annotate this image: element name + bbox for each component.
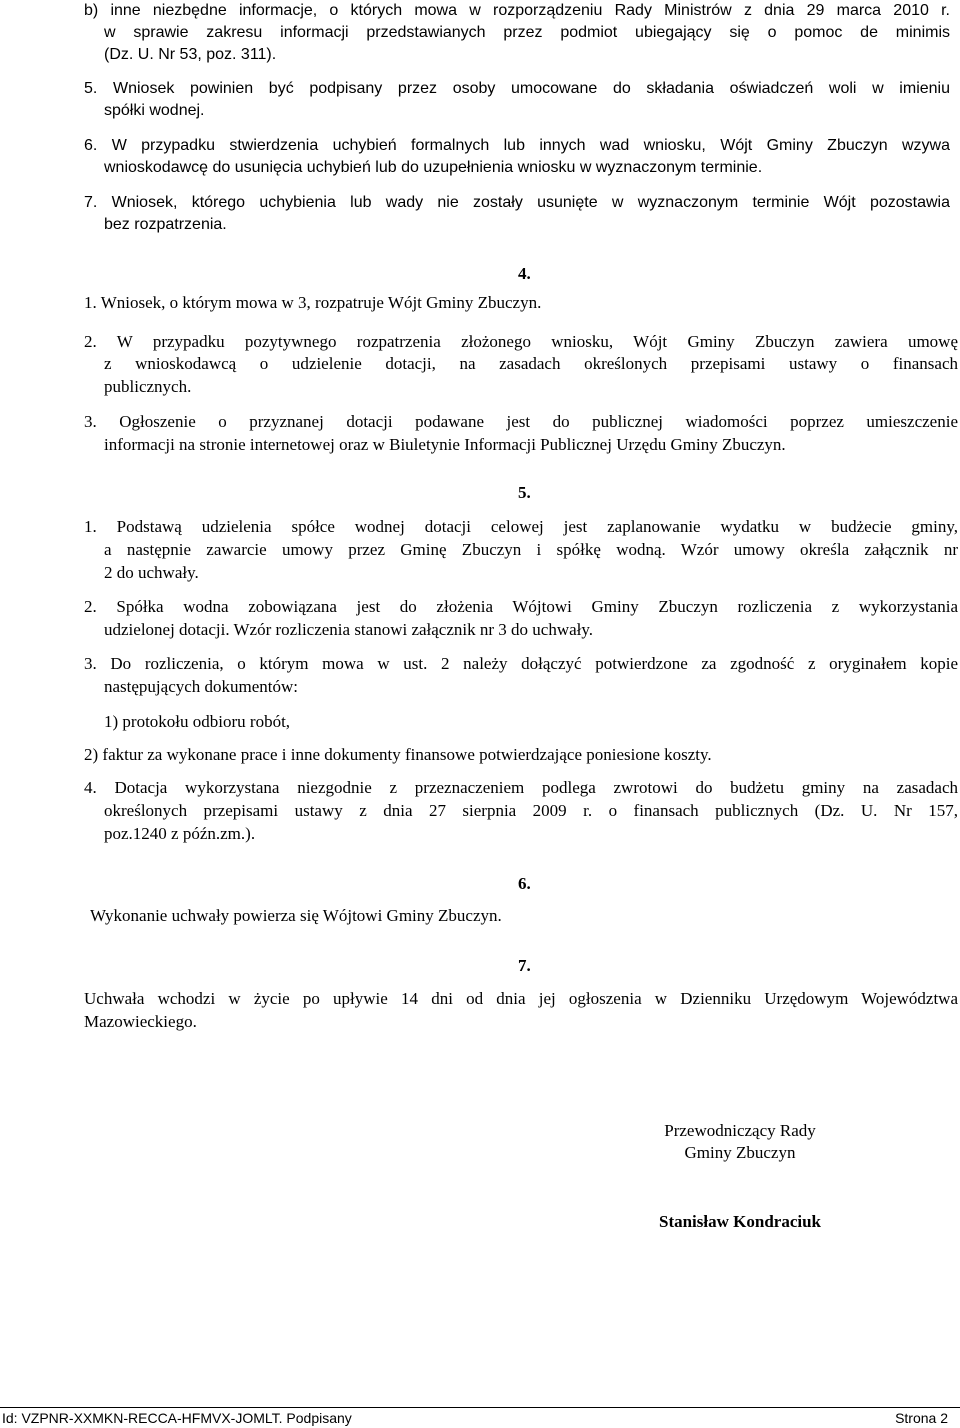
section-5-list-item-2: 2) faktur za wykonane prace i inne dokumenty finansowe potwierdzające poniesione koszty. — [84, 745, 712, 764]
section-5-paragraph-1-line1: 1. Podstawą udzielenia spółce wodnej dotacji celowej jest zaplanowanie wydatku w budżecie gminy, — [84, 517, 958, 536]
paragraph-7-line2: bez rozpatrzenia. — [104, 216, 227, 233]
section-5-paragraph-4-line1: 4. Dotacja wykorzystana niezgodnie z przeznaczeniem podlega zwrotowi do budżetu gminy na zasadach — [84, 778, 958, 797]
footer-document-id: Id: VZPNR-XXMKN-RECCA-HFMVX-JOMLT. Podpisany — [2, 1410, 352, 1426]
section-5-paragraph-4-line2: określonych przepisami ustawy z dnia 27 sierpnia 2009 r. o finansach publicznych (Dz. U. Nr 157, — [104, 801, 958, 820]
section-5-list-item-1: 1) protokołu odbioru robót, — [104, 712, 291, 731]
section-4-paragraph-1: 1. Wniosek, o którym mowa w 3, rozpatruje Wójt Gminy Zbuczyn. — [84, 293, 542, 312]
footer-page-number: Strona 2 — [895, 1410, 948, 1426]
section-5-paragraph-3-line1: 3. Do rozliczenia, o którym mowa w ust. 2 należy dołączyć potwierdzone za zgodność z oryginałem kopie — [84, 654, 958, 673]
section-5-paragraph-1-line2: a następnie zawarcie umowy przez Gminę Zbuczyn i spółkę wodną. Wzór umowy określa załącznik nr — [104, 540, 958, 559]
section-5-paragraph-2-line2: udzielonej dotacji. Wzór rozliczenia stanowi załącznik nr 3 do uchwały. — [104, 620, 594, 639]
section-7-text-line1: Uchwała wchodzi w życie po upływie 14 dni od dnia jej ogłoszenia w Dzienniku Urzędowym Województwa — [84, 989, 958, 1008]
paragraph-6-line1: 6. W przypadku stwierdzenia uchybień formalnych lub innych wad wniosku, Wójt Gminy Zbuczyn wzywa — [84, 137, 950, 154]
section-4-paragraph-2-line3: publicznych. — [104, 377, 192, 396]
paragraph-5-line1: 5. Wniosek powinien być podpisany przez osoby umocowane do składania oświadczeń woli w imieniu — [84, 80, 950, 97]
section-6-heading: 6. — [518, 874, 531, 893]
section-4-paragraph-2-line2: z wnioskodawcą o udzielenie dotacji, na zasadach określonych przepisami ustawy o finansach — [104, 354, 958, 373]
item-b-line3: (Dz. U. Nr 53, poz. 311). — [104, 46, 277, 63]
footer-divider — [0, 1407, 960, 1408]
section-5-paragraph-3-line2: następujących dokumentów: — [104, 677, 299, 696]
section-4-paragraph-3-line2: informacji na stronie internetowej oraz w Biuletynie Informacji Publicznej Urzędu Gminy Zbuczyn. — [104, 435, 786, 454]
section-5-heading: 5. — [518, 483, 531, 502]
section-5-paragraph-2-line1: 2. Spółka wodna zobowiązana jest do złożenia Wójtowi Gminy Zbuczyn rozliczenia z wykorzystania — [84, 597, 958, 616]
signature-name: Stanisław Kondraciuk — [658, 1212, 821, 1231]
paragraph-6-line2: wnioskodawcę do usunięcia uchybień lub do uzupełnienia wniosku w wyznaczonym terminie. — [104, 159, 763, 176]
signature-title-line1: Przewodniczący Rady — [664, 1121, 816, 1140]
paragraph-7-line1: 7. Wniosek, którego uchybienia lub wady nie zostały usunięte w wyznaczonym terminie Wójt pozostawia — [84, 194, 950, 211]
section-5-paragraph-4-line3: poz.1240 z późn.zm.). — [104, 824, 256, 843]
item-b-line2: w sprawie zakresu informacji przedstawianych przez podmiot ubiegający się o pomoc de minimis — [104, 24, 950, 41]
section-5-paragraph-1-line3: 2 do uchwały. — [104, 563, 199, 582]
item-b-line1: b) inne niezbędne informacje, o których mowa w rozporządzeniu Rady Ministrów z dnia 29 marca 2010 r. — [84, 2, 950, 19]
section-4-paragraph-2-line1: 2. W przypadku pozytywnego rozpatrzenia złożonego wniosku, Wójt Gminy Zbuczyn zawiera umowę — [84, 332, 958, 351]
section-4-heading: 4. — [518, 264, 531, 283]
section-7-text-line2: Mazowieckiego. — [84, 1012, 197, 1031]
signature-title-line2: Gminy Zbuczyn — [684, 1143, 796, 1162]
section-6-text: Wykonanie uchwały powierza się Wójtowi Gminy Zbuczyn. — [90, 906, 502, 925]
section-7-heading: 7. — [518, 956, 531, 975]
paragraph-5-line2: spółki wodnej. — [104, 102, 205, 119]
section-4-paragraph-3-line1: 3. Ogłoszenie o przyznanej dotacji podawane jest do publicznej wiadomości poprzez umieszczenie — [84, 412, 958, 431]
